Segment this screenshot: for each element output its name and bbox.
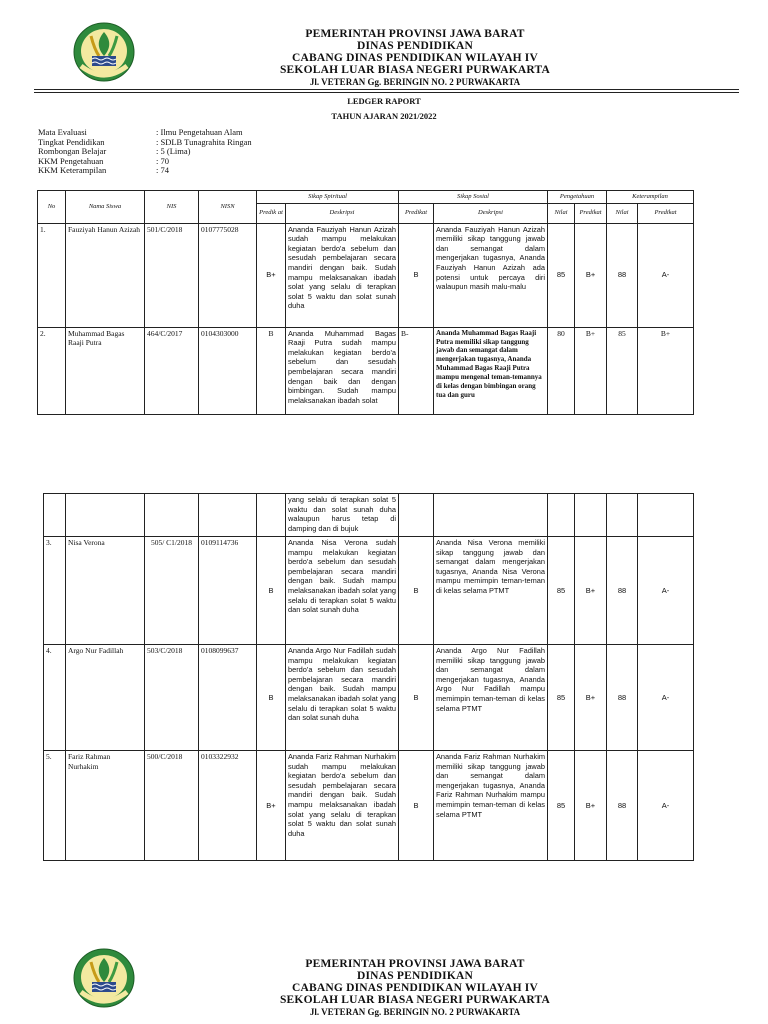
row-nama: Argo Nur Fadillah bbox=[66, 645, 145, 751]
col-deskripsi-spiritual: Deskripsi bbox=[286, 203, 399, 223]
row-k-predikat: A- bbox=[638, 645, 694, 751]
table-row-continued bbox=[44, 494, 694, 537]
empty-cell bbox=[66, 494, 145, 537]
row-sp-deskripsi-cont: yang selalu di terapkan solat 5 waktu dan solat sunah duha walaupun harus tetap di damping dan di bujuk bbox=[286, 494, 399, 537]
row-k-nilai: 85 bbox=[607, 327, 638, 414]
info-value: : 74 bbox=[156, 165, 169, 175]
gov-name: PEMERINTAH PROVINSI JAWA BARAT bbox=[305, 28, 525, 40]
col-nis: NIS bbox=[145, 191, 199, 224]
agency-name: DINAS PENDIDIKAN bbox=[357, 970, 473, 982]
west-java-emblem-logo bbox=[73, 948, 135, 1008]
row-nama: Nisa Verona bbox=[66, 537, 145, 645]
row-sp-predikat: B+ bbox=[257, 751, 286, 861]
empty-cell bbox=[399, 494, 434, 537]
agency-name: DINAS PENDIDIKAN bbox=[357, 40, 473, 52]
empty-cell bbox=[434, 494, 548, 537]
school-name: SEKOLAH LUAR BIASA NEGERI PURWAKARTA bbox=[279, 994, 551, 1006]
school-address: Jl. VETERAN Gg. BERINGIN NO. 2 PURWAKARTA bbox=[309, 1007, 521, 1017]
row-sp-predikat: B+ bbox=[257, 223, 286, 327]
row-nisn: 0104303000 bbox=[199, 327, 257, 414]
info-value: : 5 (Lima) bbox=[156, 146, 191, 156]
table-row bbox=[38, 223, 694, 327]
row-so-deskripsi: Ananda Fauziyah Hanun Azizah memiliki sikap tanggung jawab dan semangat dalam mengerjakan tugasnya, Ananda Fauziyah Hanun Azizah ada potensi untuk percaya diri walaupun masih malu-malu bbox=[434, 223, 548, 327]
table-row bbox=[38, 327, 694, 414]
col-predikat-pengetahuan: Predikat bbox=[575, 203, 607, 223]
header-rule bbox=[34, 89, 739, 90]
branch-name: CABANG DINAS PENDIDIKAN WILAYAH IV bbox=[291, 52, 538, 64]
row-nisn: 0108099637 bbox=[199, 645, 257, 751]
row-p-predikat: B+ bbox=[575, 327, 607, 414]
col-nilai-pengetahuan: Nilai bbox=[548, 203, 575, 223]
empty-cell bbox=[257, 494, 286, 537]
col-no: No bbox=[38, 191, 66, 224]
gov-name: PEMERINTAH PROVINSI JAWA BARAT bbox=[305, 958, 525, 970]
row-nisn: 0107775028 bbox=[199, 223, 257, 327]
row-k-predikat: A- bbox=[638, 751, 694, 861]
row-no: 3. bbox=[44, 537, 66, 645]
row-k-predikat: A- bbox=[638, 223, 694, 327]
row-nis: 500/C/2018 bbox=[145, 751, 199, 861]
doc-title: LEDGER RAPORT bbox=[347, 96, 421, 106]
row-p-nilai: 85 bbox=[548, 751, 575, 861]
row-nama: Fauziyah Hanun Azizah bbox=[66, 223, 145, 327]
row-nama: Fariz Rahman Nurhakim bbox=[66, 751, 145, 861]
row-sp-predikat: B bbox=[257, 327, 286, 414]
row-so-predikat: B bbox=[399, 645, 434, 751]
row-p-predikat: B+ bbox=[575, 645, 607, 751]
empty-cell bbox=[607, 494, 638, 537]
row-no: 4. bbox=[44, 645, 66, 751]
col-sikap-spiritual: Sikap Spiritual bbox=[257, 191, 399, 204]
row-nisn: 0103322932 bbox=[199, 751, 257, 861]
row-nama: Muhammad Bagas Raaji Putra bbox=[66, 327, 145, 414]
row-no: 1. bbox=[38, 223, 66, 327]
info-value: : SDLB Tunagrahita Ringan bbox=[156, 136, 252, 147]
empty-cell bbox=[199, 494, 257, 537]
row-so-predikat: B bbox=[399, 537, 434, 645]
info-block bbox=[38, 128, 252, 176]
col-sikap-sosial: Sikap Sosial bbox=[399, 191, 548, 204]
school-address: Jl. VETERAN Gg. BERINGIN NO. 2 PURWAKARTA bbox=[309, 77, 521, 87]
info-key: KKM Keterampilan bbox=[38, 165, 107, 175]
row-so-deskripsi: Ananda Muhammad Bagas Raaji Putra memiliki sikap tanggung jawab dan semangat dalam mengerjakan tugasnya, Ananda Muhammad Bagas Raaji Putra mampu mengenal teman-temannya di kelas dengan bimbingan orang tua dan guru bbox=[434, 327, 548, 414]
west-java-emblem-logo bbox=[73, 22, 135, 82]
info-key: KKM Pengetahuan bbox=[38, 155, 104, 166]
row-p-nilai: 80 bbox=[548, 327, 575, 414]
empty-cell bbox=[575, 494, 607, 537]
info-key: Rombongan Belajar bbox=[38, 146, 107, 156]
row-k-nilai: 88 bbox=[607, 537, 638, 645]
info-value: : 70 bbox=[156, 155, 169, 166]
row-p-nilai: 85 bbox=[548, 537, 575, 645]
col-nama: Nama Siswa bbox=[66, 191, 145, 224]
col-nisn: NISN bbox=[199, 191, 257, 224]
row-p-nilai: 85 bbox=[548, 223, 575, 327]
row-sp-deskripsi-text: Ananda Muhammad Bagas Raaji Putra sudah mampu melakukan kegiatan berdo'a sebelum dan sesudah pembelajaran secara mandiri dengan baik dan dengan bimbingan. Sudah mampu melaksanakan ibadah solat bbox=[288, 328, 397, 405]
row-so-deskripsi: Ananda Fariz Rahman Nurhakim memiliki sikap tanggung jawab dan semangat dalam mengerjakan tugasnya, Ananda Fariz Rahman Nurhakim mampu memimpin teman-teman di kelas selama PTMT bbox=[434, 751, 548, 861]
row-nis: 503/C/2018 bbox=[145, 645, 199, 751]
row-k-nilai: 88 bbox=[607, 645, 638, 751]
row-so-predikat: B bbox=[399, 223, 434, 327]
row-k-nilai: 88 bbox=[607, 751, 638, 861]
school-name: SEKOLAH LUAR BIASA NEGERI PURWAKARTA bbox=[279, 64, 551, 76]
row-k-predikat: A- bbox=[638, 537, 694, 645]
table-row bbox=[44, 751, 694, 861]
row-so-predikat: B- bbox=[399, 327, 434, 414]
row-p-nilai: 85 bbox=[548, 645, 575, 751]
table-row bbox=[44, 645, 694, 751]
col-predikat-spiritual: Predik at bbox=[257, 203, 286, 223]
row-p-predikat: B+ bbox=[575, 537, 607, 645]
col-deskripsi-sosial: Deskripsi bbox=[434, 203, 548, 223]
info-key: Mata Evaluasi bbox=[38, 127, 87, 137]
ledger-table-page1 bbox=[37, 190, 694, 415]
row-k-predikat: B+ bbox=[638, 327, 694, 414]
col-predikat-sosial: Predikat bbox=[399, 203, 434, 223]
empty-cell bbox=[638, 494, 694, 537]
letterhead-page3 bbox=[0, 940, 768, 1024]
table-row bbox=[44, 537, 694, 645]
col-keterampilan: Keterampilan bbox=[607, 191, 694, 204]
ledger-table-page2 bbox=[43, 493, 694, 861]
row-no: 5. bbox=[44, 751, 66, 861]
row-sp-deskripsi bbox=[286, 327, 399, 414]
row-sp-deskripsi: Ananda Nisa Verona sudah mampu melakukan kegiatan berdo'a sebelum dan sesudah pembelajaran secara mandiri dengan baik. Sudah mampu melaksanakan ibadah solat yang selalu di terapkan solat 5 waktu dan solat sunah duha bbox=[286, 537, 399, 645]
col-nilai-keterampilan: Nilai bbox=[607, 203, 638, 223]
row-sp-deskripsi: Ananda Fauziyah Hanun Azizah sudah mampu melakukan kegiatan berdo'a sebelum dan sesudah pembelajaran secara mandiri dengan baik. Sudah mampu melaksanakan ibadah solat yang selalu di terapkan solat 5 waktu dan solat sunah duha bbox=[286, 223, 399, 327]
info-value: : Ilmu Pengetahuan Alam bbox=[156, 127, 243, 137]
row-so-predikat: B bbox=[399, 751, 434, 861]
col-predikat-keterampilan: Predikat bbox=[638, 203, 694, 223]
row-nis: 505/ C1/2018 bbox=[145, 537, 199, 645]
doc-subtitle: TAHUN AJARAN 2021/2022 bbox=[331, 111, 437, 121]
empty-cell bbox=[145, 494, 199, 537]
row-sp-predikat: B bbox=[257, 645, 286, 751]
row-nis: 464/C/2017 bbox=[145, 327, 199, 414]
row-sp-deskripsi: Ananda Argo Nur Fadillah sudah mampu melakukan kegiatan berdo'a sebelum dan sesudah pembelajaran secara mandiri dengan baik. Sudah mampu melaksanakan ibadah solat yang selalu di terapkan solat 5 waktu dan solat sunah duha bbox=[286, 645, 399, 751]
row-sp-predikat: B bbox=[257, 537, 286, 645]
row-p-predikat: B+ bbox=[575, 223, 607, 327]
letterhead bbox=[0, 0, 768, 90]
row-no: 2. bbox=[38, 327, 66, 414]
info-key: Tingkat Pendidikan bbox=[38, 136, 105, 147]
row-sp-deskripsi: Ananda Fariz Rahman Nurhakim sudah mampu melakukan kegiatan berdo'a sebelum dan sesudah pembelajaran secara mandiri dengan baik. Sudah mampu melaksanakan ibadah solat yang selalu di terapkan solat 5 waktu dan solat sunah duha bbox=[286, 751, 399, 861]
col-pengetahuan: Pengetahuan bbox=[548, 191, 607, 204]
branch-name: CABANG DINAS PENDIDIKAN WILAYAH IV bbox=[291, 982, 538, 994]
row-k-nilai: 88 bbox=[607, 223, 638, 327]
row-nis: 501/C/2018 bbox=[145, 223, 199, 327]
row-nisn: 0109114736 bbox=[199, 537, 257, 645]
row-so-deskripsi: Ananda Argo Nur Fadillah memiliki sikap tanggung jawab dan semangat dalam mengerjakan tugasnya, Ananda Argo Nur Fadillah mampu memimpin teman-teman di kelas selama PTMT bbox=[434, 645, 548, 751]
empty-cell bbox=[44, 494, 66, 537]
row-p-predikat: B+ bbox=[575, 751, 607, 861]
header-rule-thin bbox=[34, 92, 739, 93]
empty-cell bbox=[548, 494, 575, 537]
row-so-deskripsi: Ananda Nisa Verona memiliki sikap tanggung jawab dan semangat dalam mengerjakan tugasnya, Ananda Nisa Verona mampu memimpin teman-teman di kelas selama PTMT bbox=[434, 537, 548, 645]
